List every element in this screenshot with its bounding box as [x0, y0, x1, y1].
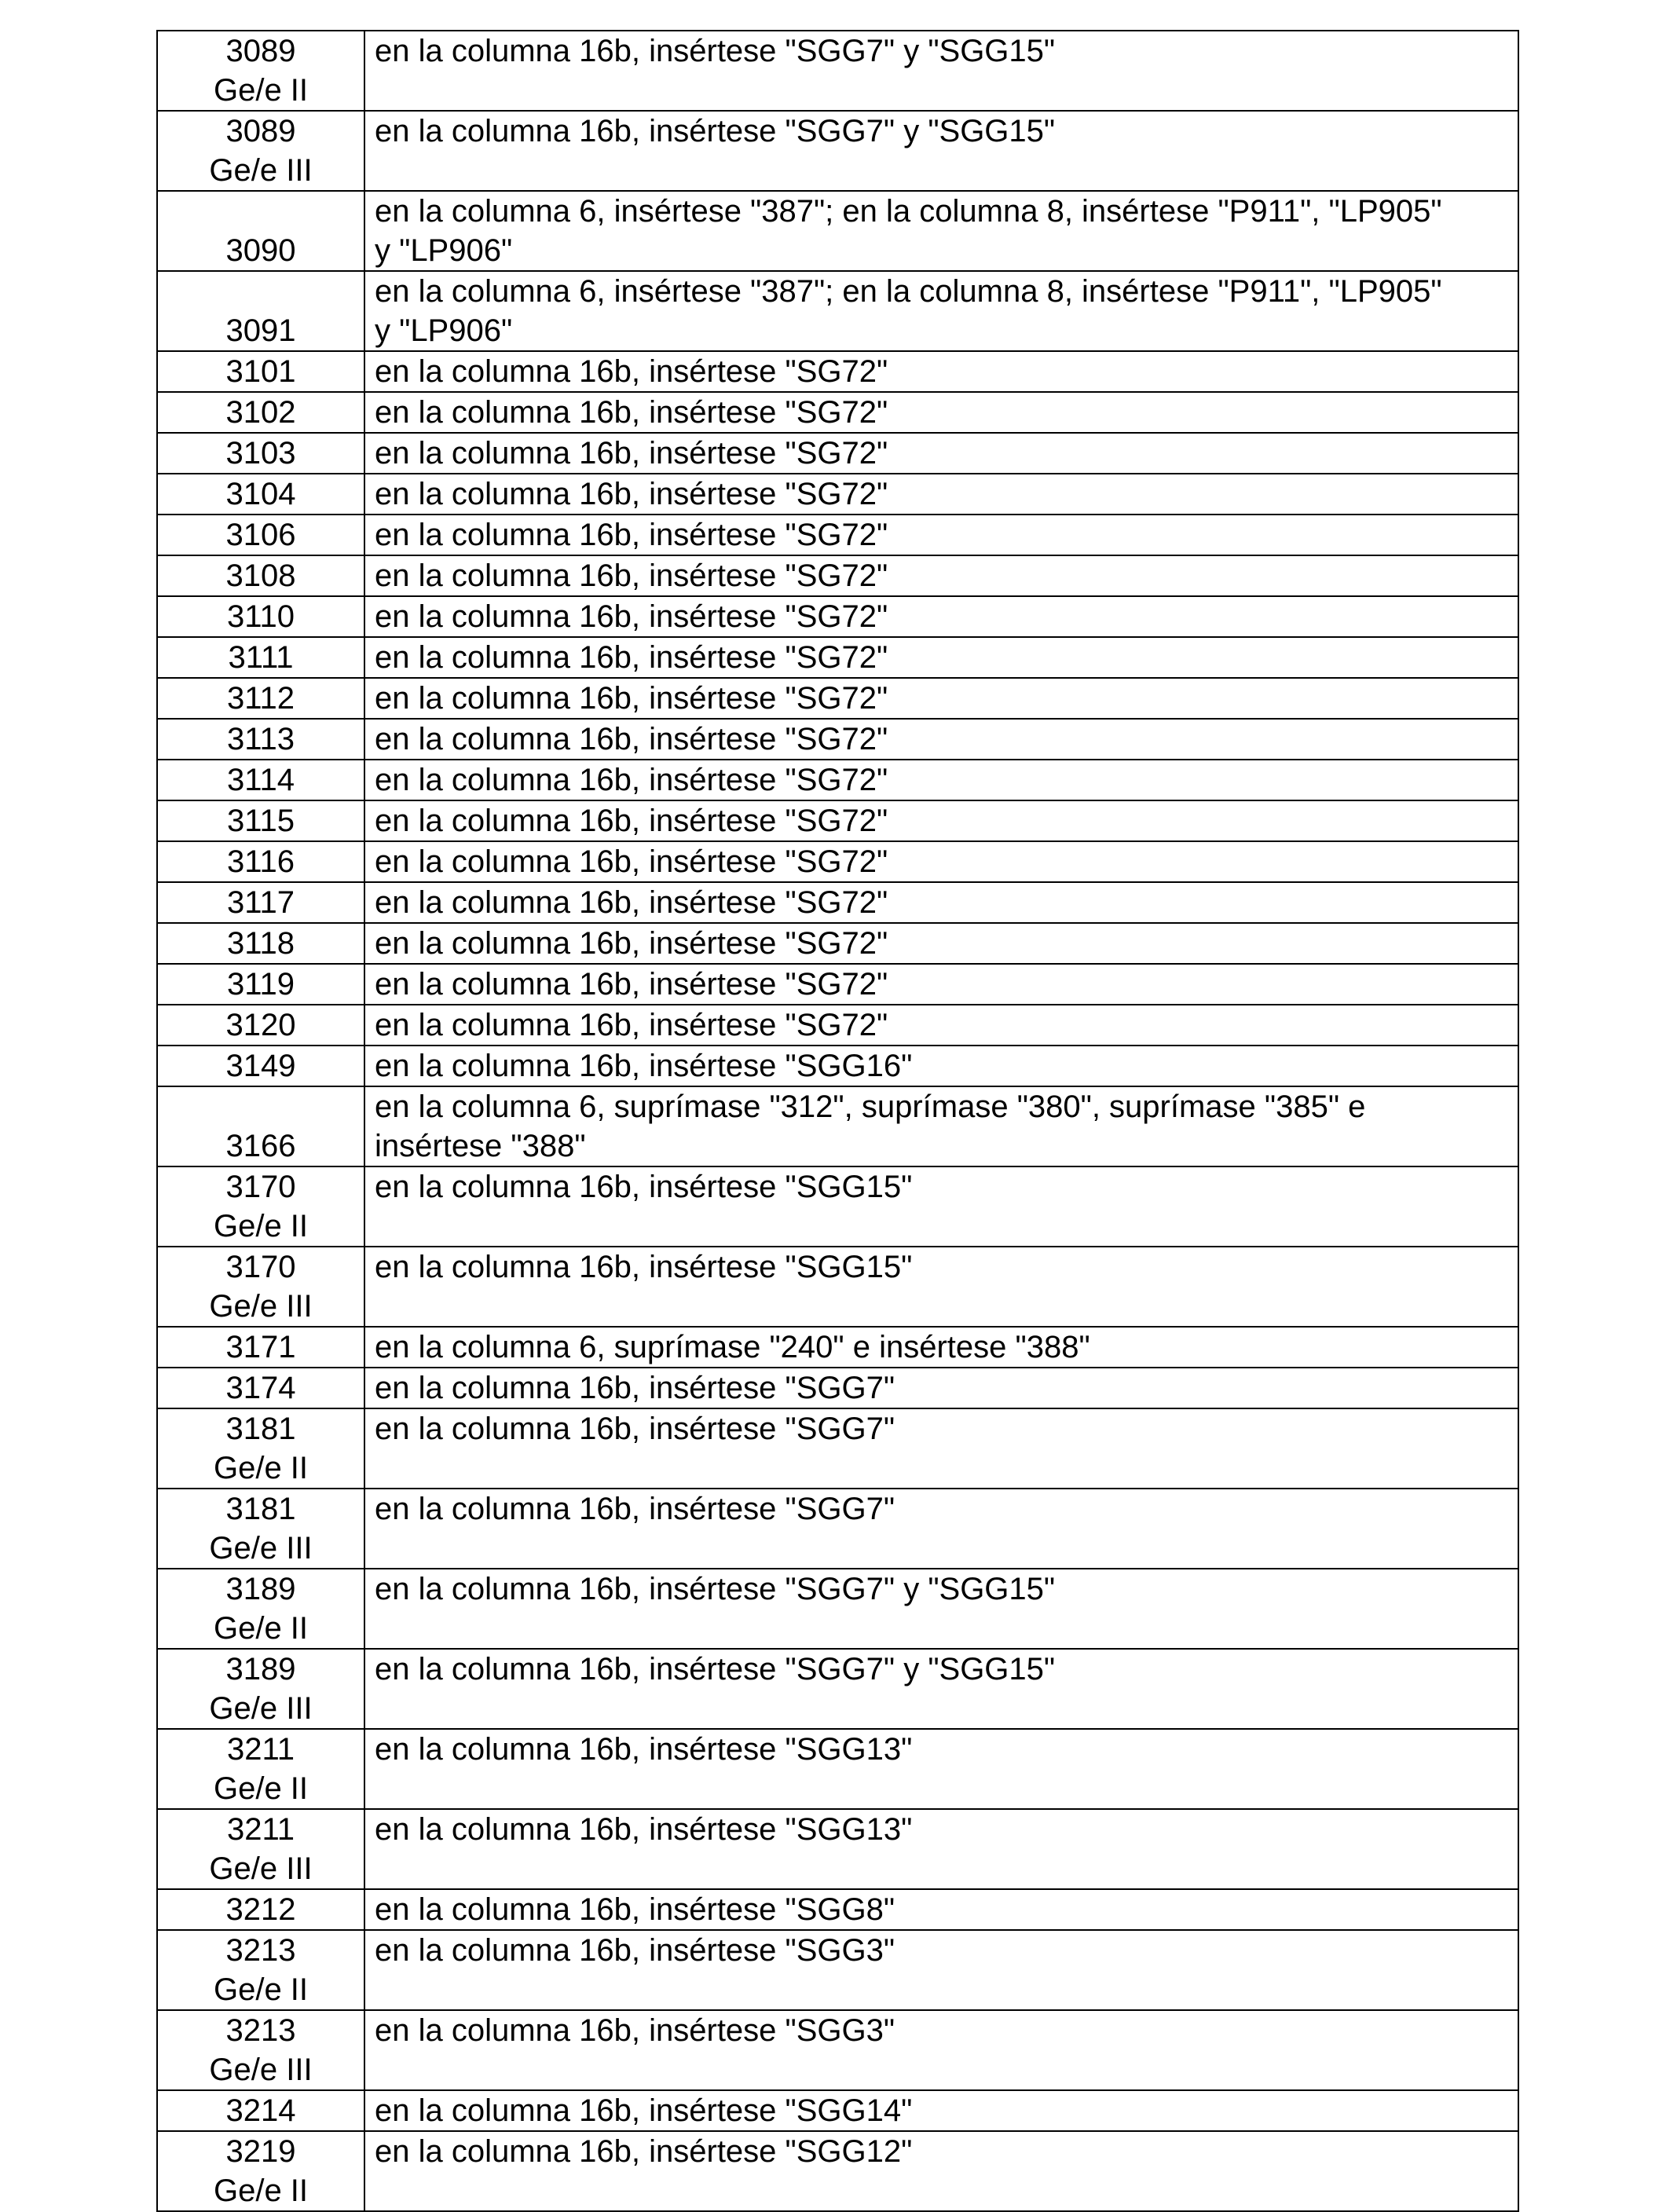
un-number-cell: 3189 Ge/e III — [157, 1649, 364, 1729]
table-row — [157, 841, 1518, 882]
un-number-cell: 3111 — [157, 637, 364, 678]
un-number-cell: 3166 — [157, 1086, 364, 1166]
un-number-cell: 3116 — [157, 841, 364, 882]
table-row — [157, 1889, 1518, 1930]
amendment-text-cell: en la columna 16b, insértese "SG72" — [364, 515, 1518, 555]
amendment-text-cell: en la columna 16b, insértese "SGG13" — [364, 1729, 1518, 1809]
un-number-cell: 3102 — [157, 392, 364, 433]
table-row — [157, 515, 1518, 555]
amendment-text-cell: en la columna 6, insértese "387"; en la columna 8, insértese "P911", "LP905" y "LP906" — [364, 191, 1518, 271]
un-number-cell: 3091 — [157, 271, 364, 351]
table-row — [157, 1569, 1518, 1649]
amendment-text-cell: en la columna 16b, insértese "SGG7" y "SGG15" — [364, 111, 1518, 191]
amendment-text-cell: en la columna 16b, insértese "SG72" — [364, 719, 1518, 760]
un-number-cell: 3219 Ge/e II — [157, 2131, 364, 2211]
amendment-text-cell: en la columna 16b, insértese "SGG16" — [364, 1046, 1518, 1086]
un-number-cell: 3090 — [157, 191, 364, 271]
un-number-cell: 3171 — [157, 1327, 364, 1368]
amendment-text-cell: en la columna 16b, insértese "SGG8" — [364, 1889, 1518, 1930]
un-number-cell: 3174 — [157, 1368, 364, 1408]
un-number-cell: 3189 Ge/e II — [157, 1569, 364, 1649]
amendment-text-cell: en la columna 16b, insértese "SGG3" — [364, 1930, 1518, 2010]
amendment-text-cell: en la columna 16b, insértese "SG72" — [364, 760, 1518, 800]
table-row — [157, 1327, 1518, 1368]
un-number-cell: 3181 Ge/e III — [157, 1489, 364, 1569]
amendment-text-cell: en la columna 16b, insértese "SGG7" y "SGG15" — [364, 1569, 1518, 1649]
amendment-text-cell: en la columna 16b, insértese "SGG14" — [364, 2090, 1518, 2131]
amendment-text-cell: en la columna 16b, insértese "SGG13" — [364, 1809, 1518, 1889]
un-number-cell: 3089 Ge/e III — [157, 111, 364, 191]
table-row — [157, 1368, 1518, 1408]
table-row — [157, 760, 1518, 800]
amendment-text-cell: en la columna 16b, insértese "SG72" — [364, 433, 1518, 474]
table-row — [157, 964, 1518, 1005]
table-row — [157, 1046, 1518, 1086]
amendments-table-body — [157, 31, 1518, 2211]
table-row — [157, 2090, 1518, 2131]
amendment-text-cell: en la columna 16b, insértese "SG72" — [364, 637, 1518, 678]
table-row — [157, 1649, 1518, 1729]
table-row — [157, 1166, 1518, 1247]
amendment-text-cell: en la columna 16b, insértese "SG72" — [364, 923, 1518, 964]
table-row — [157, 351, 1518, 392]
un-number-cell: 3113 — [157, 719, 364, 760]
amendment-text-cell: en la columna 6, suprímase "240" e insértese "388" — [364, 1327, 1518, 1368]
table-row — [157, 2010, 1518, 2090]
un-number-cell: 3089 Ge/e II — [157, 31, 364, 111]
un-number-cell: 3213 Ge/e III — [157, 2010, 364, 2090]
amendment-text-cell: en la columna 16b, insértese "SGG3" — [364, 2010, 1518, 2090]
table-row — [157, 1408, 1518, 1489]
amendment-text-cell: en la columna 16b, insértese "SGG15" — [364, 1247, 1518, 1327]
table-row — [157, 474, 1518, 515]
table-row — [157, 923, 1518, 964]
un-number-cell: 3115 — [157, 800, 364, 841]
table-row — [157, 800, 1518, 841]
table-row — [157, 392, 1518, 433]
amendment-text-cell: en la columna 16b, insértese "SG72" — [364, 882, 1518, 923]
amendment-text-cell: en la columna 16b, insértese "SGG12" — [364, 2131, 1518, 2211]
table-row — [157, 433, 1518, 474]
un-number-cell: 3108 — [157, 555, 364, 596]
amendment-text-cell: en la columna 16b, insértese "SG72" — [364, 964, 1518, 1005]
amendment-text-cell: en la columna 16b, insértese "SGG7" y "SGG15" — [364, 31, 1518, 111]
un-number-cell: 3110 — [157, 596, 364, 637]
un-number-cell: 3118 — [157, 923, 364, 964]
un-number-cell: 3114 — [157, 760, 364, 800]
un-number-cell: 3211 Ge/e II — [157, 1729, 364, 1809]
amendment-text-cell: en la columna 16b, insértese "SG72" — [364, 678, 1518, 719]
amendment-text-cell: en la columna 16b, insértese "SG72" — [364, 1005, 1518, 1046]
table-row — [157, 271, 1518, 351]
table-row — [157, 719, 1518, 760]
un-number-cell: 3181 Ge/e II — [157, 1408, 364, 1489]
amendment-text-cell: en la columna 16b, insértese "SGG7" y "SGG15" — [364, 1649, 1518, 1729]
un-number-cell: 3104 — [157, 474, 364, 515]
un-number-cell: 3119 — [157, 964, 364, 1005]
un-number-cell: 3212 — [157, 1889, 364, 1930]
table-row — [157, 1729, 1518, 1809]
un-number-cell: 3101 — [157, 351, 364, 392]
amendment-text-cell: en la columna 16b, insértese "SG72" — [364, 351, 1518, 392]
un-number-cell: 3149 — [157, 1046, 364, 1086]
table-row — [157, 882, 1518, 923]
amendment-text-cell: en la columna 16b, insértese "SGG7" — [364, 1489, 1518, 1569]
amendment-text-cell: en la columna 6, suprímase "312", suprímase "380", suprímase "385" e insértese "388" — [364, 1086, 1518, 1166]
amendment-text-cell: en la columna 16b, insértese "SGG15" — [364, 1166, 1518, 1247]
un-number-cell: 3106 — [157, 515, 364, 555]
un-number-cell: 3170 Ge/e III — [157, 1247, 364, 1327]
table-row — [157, 1086, 1518, 1166]
un-number-cell: 3213 Ge/e II — [157, 1930, 364, 2010]
un-number-cell: 3170 Ge/e II — [157, 1166, 364, 1247]
amendment-text-cell: en la columna 16b, insértese "SG72" — [364, 555, 1518, 596]
table-row — [157, 1247, 1518, 1327]
amendment-text-cell: en la columna 16b, insértese "SG72" — [364, 596, 1518, 637]
amendment-text-cell: en la columna 16b, insértese "SG72" — [364, 474, 1518, 515]
table-row — [157, 1489, 1518, 1569]
amendment-text-cell: en la columna 16b, insértese "SGG7" — [364, 1368, 1518, 1408]
amendment-text-cell: en la columna 16b, insértese "SG72" — [364, 841, 1518, 882]
table-row — [157, 596, 1518, 637]
amendments-table — [156, 30, 1519, 2212]
table-row — [157, 111, 1518, 191]
table-row — [157, 1005, 1518, 1046]
un-number-cell: 3214 — [157, 2090, 364, 2131]
table-row — [157, 31, 1518, 111]
table-row — [157, 1809, 1518, 1889]
table-row — [157, 1930, 1518, 2010]
amendment-text-cell: en la columna 16b, insértese "SGG7" — [364, 1408, 1518, 1489]
amendment-text-cell: en la columna 16b, insértese "SG72" — [364, 800, 1518, 841]
un-number-cell: 3211 Ge/e III — [157, 1809, 364, 1889]
table-row — [157, 2131, 1518, 2211]
un-number-cell: 3112 — [157, 678, 364, 719]
table-row — [157, 637, 1518, 678]
un-number-cell: 3117 — [157, 882, 364, 923]
table-row — [157, 678, 1518, 719]
table-row — [157, 191, 1518, 271]
table-row — [157, 555, 1518, 596]
un-number-cell: 3120 — [157, 1005, 364, 1046]
amendment-text-cell: en la columna 16b, insértese "SG72" — [364, 392, 1518, 433]
amendment-text-cell: en la columna 6, insértese "387"; en la columna 8, insértese "P911", "LP905" y "LP906" — [364, 271, 1518, 351]
un-number-cell: 3103 — [157, 433, 364, 474]
